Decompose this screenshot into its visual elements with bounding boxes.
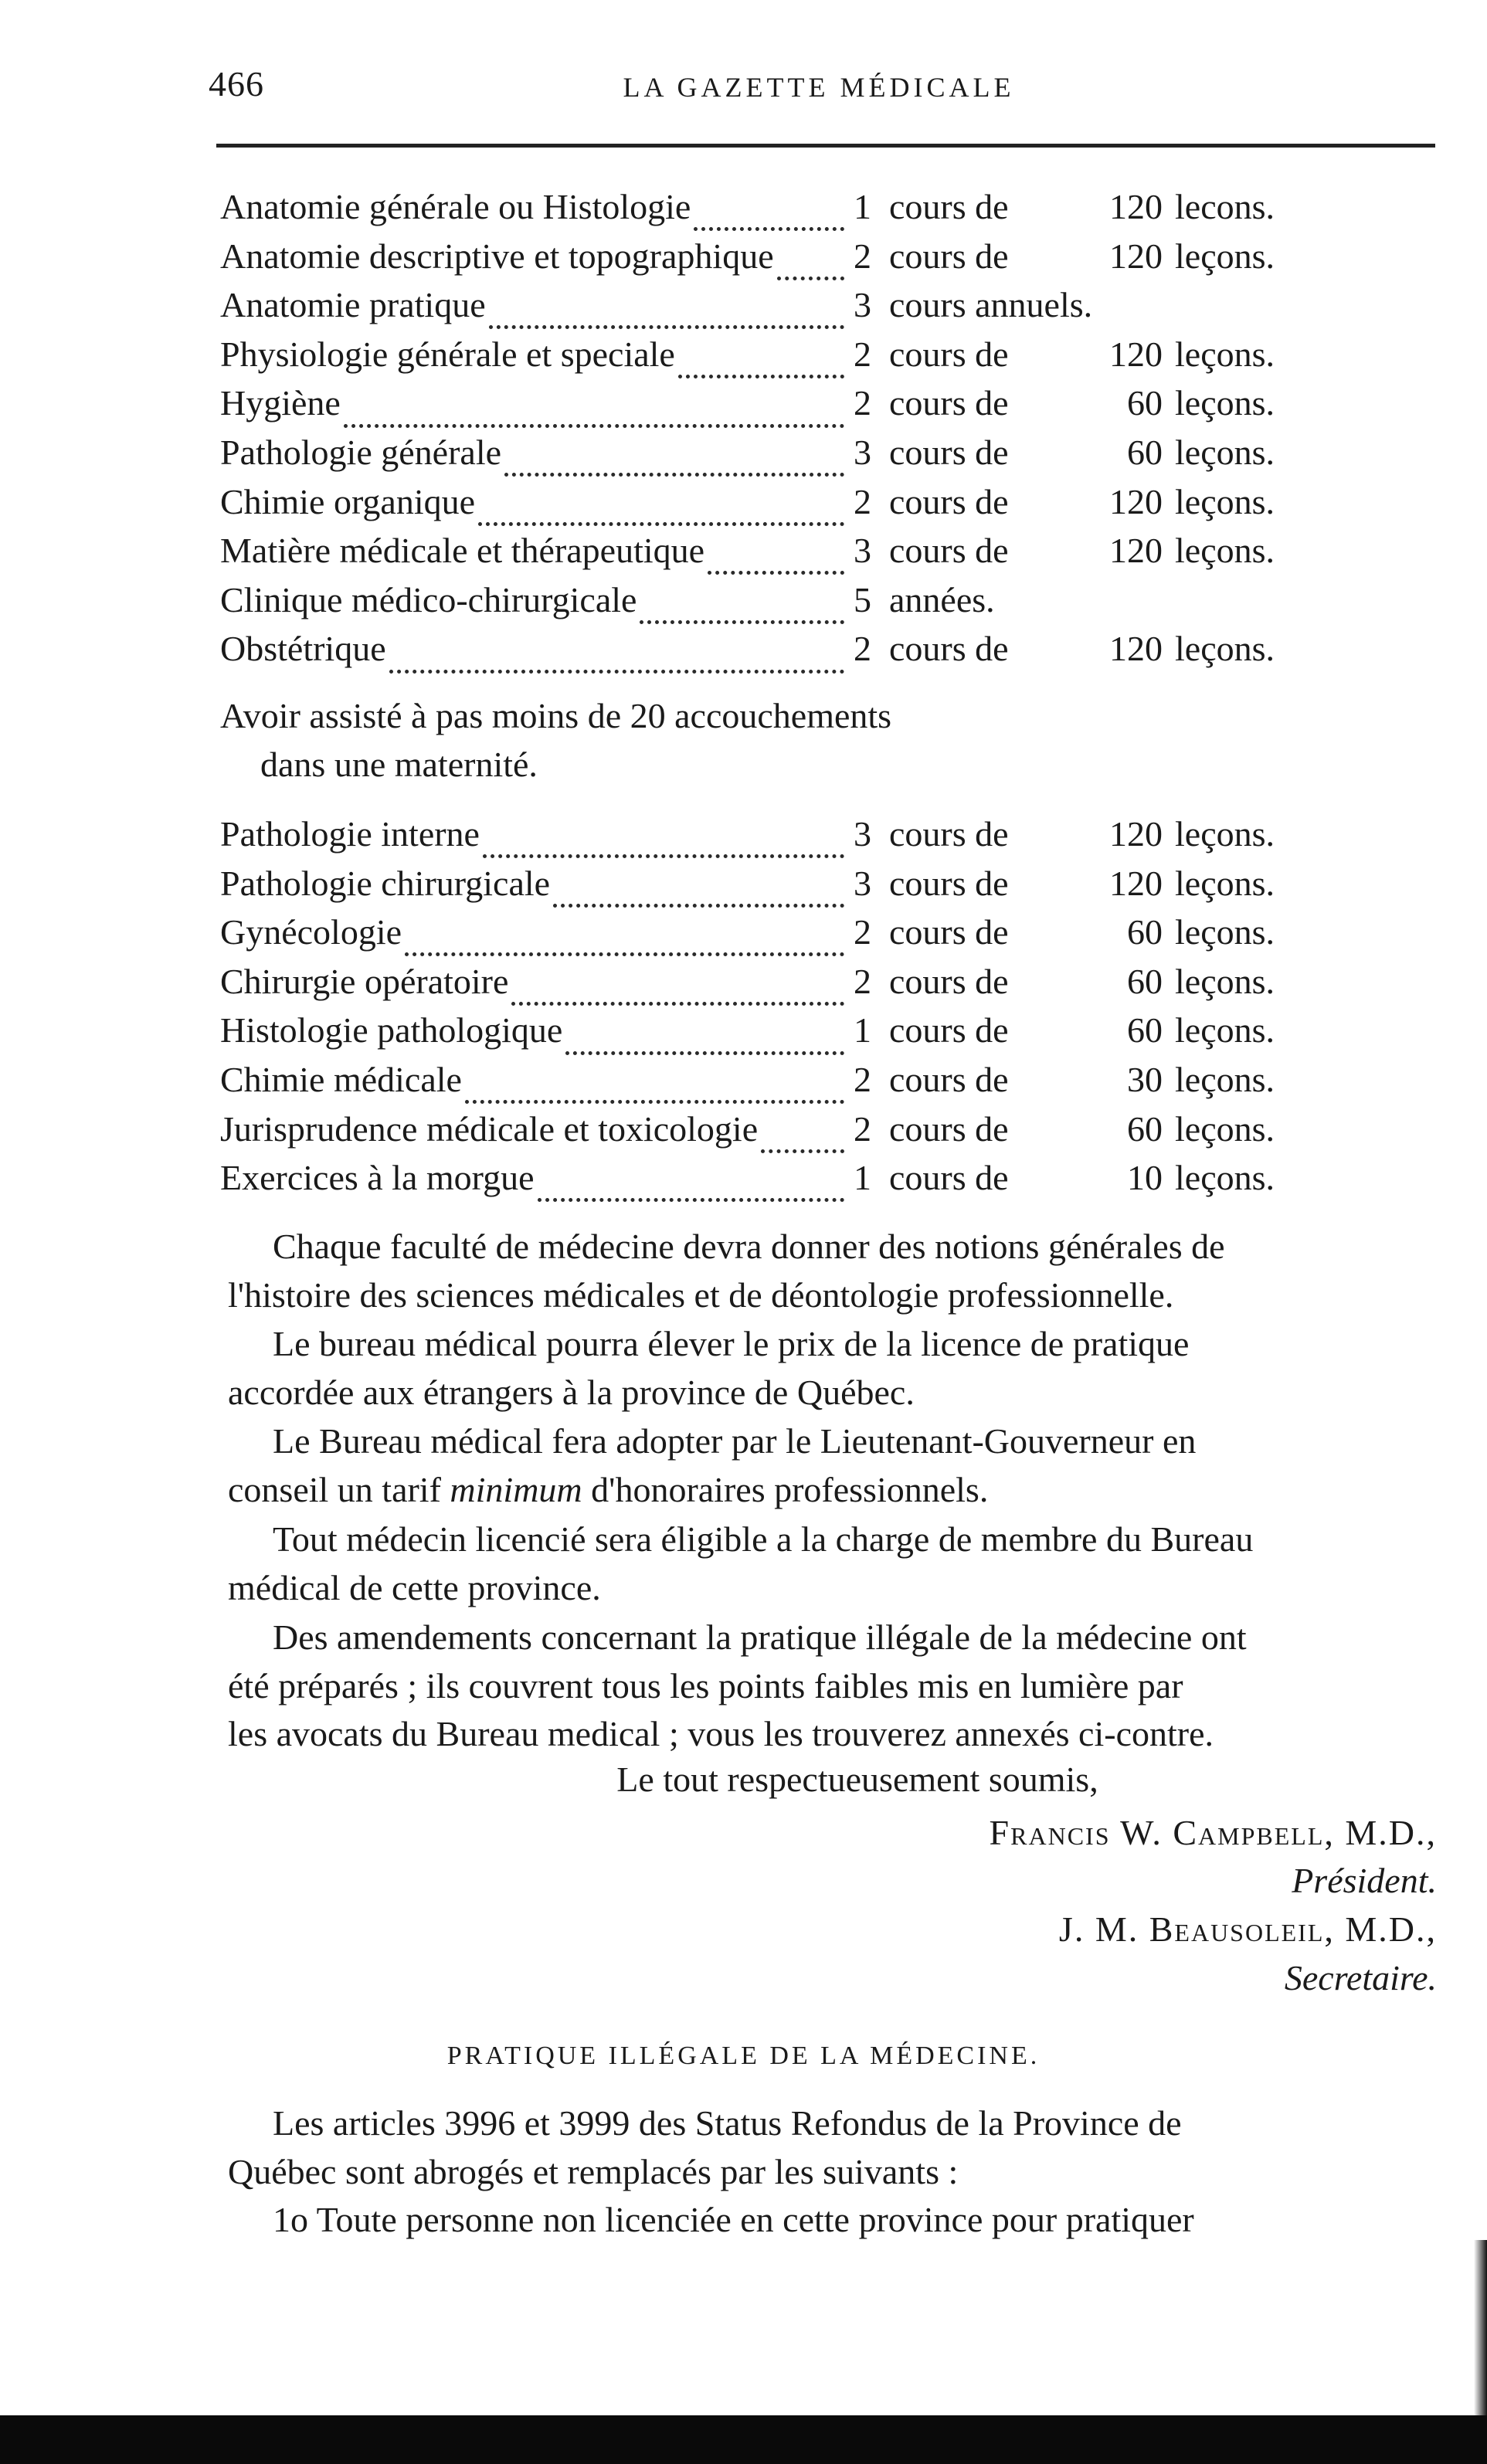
course-name: Jurisprudence médicale et toxicologie: [220, 1108, 759, 1149]
course-unit: cours de: [889, 531, 1009, 571]
course-lesson-word: [1175, 280, 1441, 330]
course-detail: [854, 809, 1441, 859]
course-lesson-word: leçons.: [1175, 1108, 1275, 1149]
course-lesson-count: 60: [1127, 432, 1163, 472]
course-name: Anatomie descriptive et topographique: [220, 236, 774, 276]
course-count: 2: [854, 236, 871, 276]
course-lesson-word: leçons.: [1175, 1010, 1275, 1050]
course-unit: cours de: [889, 1158, 1009, 1198]
course-lesson-count: 120: [1109, 481, 1163, 521]
paragraph-line: accordée aux étrangers à la province de Québec.: [228, 1372, 915, 1412]
course-row: [220, 1055, 1441, 1105]
course-lesson-count: [1071, 280, 1175, 330]
course-unit: cours de: [889, 863, 1009, 903]
page-number: 466: [209, 64, 264, 104]
signature-secretary-name: J. M. Beausoleil, M.D.,: [1058, 1909, 1437, 1949]
course-unit: cours de: [889, 961, 1009, 1001]
dot-leader: [405, 929, 844, 956]
course-name: Pathologie générale: [220, 432, 502, 472]
signature-secretary-title: Secretaire.: [1284, 1958, 1437, 1997]
course-count: 1: [854, 1158, 871, 1198]
course-lesson-count: 10: [1127, 1158, 1163, 1198]
paragraph-line: d'honoraires professionnels.: [582, 1469, 989, 1509]
course-name: Obstétrique: [220, 629, 386, 669]
dot-leader: [640, 597, 844, 624]
course-name: Pathologie chirurgicale: [220, 863, 551, 903]
course-row: [220, 575, 1441, 625]
course-row: [220, 624, 1441, 674]
paragraph-line: Les articles 3996 et 3999 des Status Refondus de la Province de: [273, 2103, 1182, 2143]
note-line-1: Avoir assisté à pas moins de 20 accouchements: [220, 696, 892, 735]
course-lesson-count: 120: [1109, 236, 1163, 276]
paragraph-eligibility: [228, 1515, 1433, 1612]
course-name: Chirurgie opératoire: [220, 961, 509, 1001]
course-name: Gynécologie: [220, 912, 402, 952]
course-lesson-word: [1175, 575, 1441, 625]
course-row: [220, 428, 1441, 477]
course-count: 3: [854, 531, 871, 571]
course-lesson-word: leçons.: [1175, 1158, 1275, 1198]
course-name: Chimie organique: [220, 481, 476, 521]
paragraph-line: Des amendements concernant la pratique illégale de la médecine ont: [273, 1617, 1247, 1657]
paragraph-line: Le bureau médical pourra élever le prix de la licence de pratique: [273, 1324, 1190, 1363]
course-count: 2: [854, 334, 871, 374]
course-row: [220, 809, 1441, 859]
header-rule: [216, 144, 1435, 148]
dot-leader: [489, 302, 844, 329]
course-lesson-count: 60: [1127, 912, 1163, 952]
section-heading: PRATIQUE ILLÉGALE DE LA MÉDECINE.: [446, 2041, 1041, 2070]
signature-president-title: Président.: [1292, 1861, 1437, 1900]
paragraph-line: Chaque faculté de médecine devra donner des notions générales de: [273, 1227, 1225, 1266]
course-count: 2: [854, 912, 871, 952]
course-lesson-word: leçons.: [1175, 383, 1275, 423]
course-row: [220, 859, 1441, 908]
course-row: [220, 1105, 1441, 1154]
course-lesson-word: leçons.: [1175, 1059, 1275, 1099]
course-count: 2: [854, 961, 871, 1001]
course-name: Clinique médico-chirurgicale: [220, 579, 637, 619]
closing-text: Le tout respectueusement soumis,: [616, 1760, 1098, 1799]
running-head: [209, 56, 1429, 117]
course-detail: [854, 624, 1441, 674]
dot-leader: [553, 881, 844, 908]
dot-leader: [465, 1077, 844, 1104]
course-lesson-count: 60: [1127, 1010, 1163, 1050]
course-unit: cours de: [889, 432, 1009, 472]
course-unit: cours de: [889, 383, 1009, 423]
course-lesson-word: leçons.: [1175, 863, 1275, 903]
course-lesson-count: 120: [1109, 863, 1163, 903]
course-lesson-word: leçons.: [1175, 912, 1275, 952]
course-detail: [854, 908, 1441, 957]
course-count: 3: [854, 432, 871, 472]
course-count: 2: [854, 1059, 871, 1099]
paragraph-line: conseil un tarif: [228, 1469, 450, 1509]
course-lesson-count: 120: [1109, 334, 1163, 374]
course-unit: années.: [889, 579, 995, 619]
course-count: 2: [854, 1108, 871, 1149]
course-name: Anatomie générale ou Histologie: [220, 187, 691, 226]
course-lesson-word: leçons.: [1175, 236, 1275, 276]
paragraph-line: l'histoire des sciences médicales et de déontologie professionnelle.: [228, 1274, 1174, 1315]
course-name: Histologie pathologique: [220, 1010, 563, 1050]
course-detail: [854, 330, 1441, 379]
course-detail: [854, 1153, 1441, 1203]
course-count: 1: [854, 187, 871, 226]
dot-leader: [761, 1126, 844, 1153]
paragraph-line: médical de cette province.: [228, 1567, 601, 1607]
course-count: 2: [854, 481, 871, 521]
binding-edge: [1474, 2240, 1487, 2415]
dot-leader: [511, 979, 844, 1006]
course-unit: cours de: [889, 912, 1009, 952]
course-detail: [854, 378, 1441, 428]
paragraph-line: Le Bureau médical fera adopter par le Lieutenant-Gouverneur en: [273, 1421, 1197, 1461]
dot-leader: [538, 1175, 844, 1202]
course-detail: [854, 182, 1441, 232]
course-detail: [854, 526, 1441, 575]
course-lesson-word: lecons.: [1175, 187, 1275, 226]
course-count: 2: [854, 383, 871, 423]
paragraph-line: Québec sont abrogés et remplacés par les suivants :: [228, 2151, 959, 2191]
paragraph-line: 1o Toute personne non licenciée en cette province pour pratiquer: [273, 2200, 1194, 2239]
course-row: [220, 1153, 1441, 1203]
course-detail: [854, 280, 1441, 330]
dot-leader: [389, 647, 844, 674]
course-detail: [854, 1055, 1441, 1105]
course-name: Hygiène: [220, 383, 341, 423]
course-row: [220, 526, 1441, 575]
dot-leader: [678, 351, 844, 378]
paragraph-tariff: [228, 1417, 1433, 1514]
course-name: Chimie médicale: [220, 1059, 462, 1099]
course-unit: cours de: [889, 1108, 1009, 1149]
course-unit: cours de: [889, 1010, 1009, 1050]
course-lesson-word: leçons.: [1175, 814, 1275, 854]
course-row: [220, 908, 1441, 957]
course-lesson-count: 120: [1109, 629, 1163, 669]
course-count: 5: [854, 579, 871, 619]
course-lesson-word: leçons.: [1175, 629, 1275, 669]
course-lesson-count: 120: [1109, 187, 1163, 226]
course-lesson-word: leçons.: [1175, 531, 1275, 571]
dot-leader: [694, 204, 844, 231]
course-count: 3: [854, 814, 871, 854]
course-name: Exercices à la morgue: [220, 1158, 535, 1198]
course-lesson-count: 60: [1127, 383, 1163, 423]
course-detail: [854, 575, 1441, 625]
signature-president-name: Francis W. Campbell, M.D.,: [989, 1813, 1437, 1852]
course-count: 1: [854, 1010, 871, 1050]
course-lesson-word: leçons.: [1175, 481, 1275, 521]
course-unit: cours de: [889, 187, 1009, 226]
course-lesson-count: 60: [1127, 961, 1163, 1001]
course-unit: cours de: [889, 814, 1009, 854]
dot-leader: [708, 548, 844, 575]
closing-line: [0, 1759, 1437, 1800]
course-row: [220, 330, 1441, 379]
course-row: [220, 957, 1441, 1006]
course-lesson-word: leçons.: [1175, 432, 1275, 472]
paragraph-article-1: [228, 2196, 1433, 2244]
course-list-second: [220, 809, 1441, 1203]
course-detail: [854, 859, 1441, 908]
scan-bottom-band: [0, 2415, 1487, 2464]
course-list-first: [220, 182, 1441, 674]
dot-leader: [565, 1028, 844, 1055]
course-lesson-count: [1071, 575, 1175, 625]
paragraph-history: [228, 1223, 1433, 1319]
course-row: [220, 232, 1441, 281]
note-line-2: dans une maternité.: [260, 745, 538, 784]
course-lesson-count: 120: [1109, 814, 1163, 854]
course-unit: cours de: [889, 629, 1009, 669]
dot-leader: [504, 450, 844, 477]
course-unit: cours de: [889, 334, 1009, 374]
course-detail: [854, 957, 1441, 1006]
course-lesson-count: 30: [1127, 1059, 1163, 1099]
course-lesson-count: 60: [1127, 1108, 1163, 1149]
course-unit: cours de: [889, 236, 1009, 276]
course-detail: [854, 1105, 1441, 1154]
paragraph-amendments: [228, 1614, 1433, 1759]
course-unit: cours annuels.: [889, 285, 1093, 325]
dot-leader: [344, 401, 844, 428]
course-row: [220, 477, 1441, 527]
obstetrics-note: [220, 691, 1147, 789]
course-name: Matière médicale et thérapeutique: [220, 531, 705, 571]
dot-leader: [777, 253, 844, 280]
course-row: [220, 280, 1441, 330]
course-lesson-word: leçons.: [1175, 334, 1275, 374]
paragraph-licence-price: [228, 1320, 1433, 1417]
course-count: 2: [854, 629, 871, 669]
paragraph-line: Tout médecin licencié sera éligible a la charge de membre du Bureau: [273, 1519, 1254, 1559]
journal-title: LA GAZETTE MÉDICALE: [623, 72, 1015, 103]
course-name: Anatomie pratique: [220, 285, 486, 325]
paragraph-emphasis: minimum: [450, 1469, 582, 1509]
course-count: 3: [854, 863, 871, 903]
course-detail: [854, 477, 1441, 527]
course-count: 3: [854, 285, 871, 325]
course-lesson-count: 120: [1109, 531, 1163, 571]
course-name: Pathologie interne: [220, 814, 480, 854]
course-unit: cours de: [889, 481, 1009, 521]
paragraph-line: été préparés ; ils couvrent tous les points faibles mis en lumière par: [228, 1665, 1183, 1705]
course-row: [220, 378, 1441, 428]
course-row: [220, 182, 1441, 232]
paragraph-articles: [228, 2099, 1433, 2196]
course-name: Physiologie générale et speciale: [220, 334, 675, 374]
course-lesson-word: leçons.: [1175, 961, 1275, 1001]
course-detail: [854, 1006, 1441, 1055]
paragraph-line: les avocats du Bureau medical ; vous les trouverez annexés ci-contre.: [228, 1714, 1214, 1753]
course-detail: [854, 428, 1441, 477]
course-row: [220, 1006, 1441, 1055]
dot-leader: [478, 499, 844, 526]
course-unit: cours de: [889, 1059, 1009, 1099]
dot-leader: [483, 831, 844, 858]
course-detail: [854, 232, 1441, 281]
